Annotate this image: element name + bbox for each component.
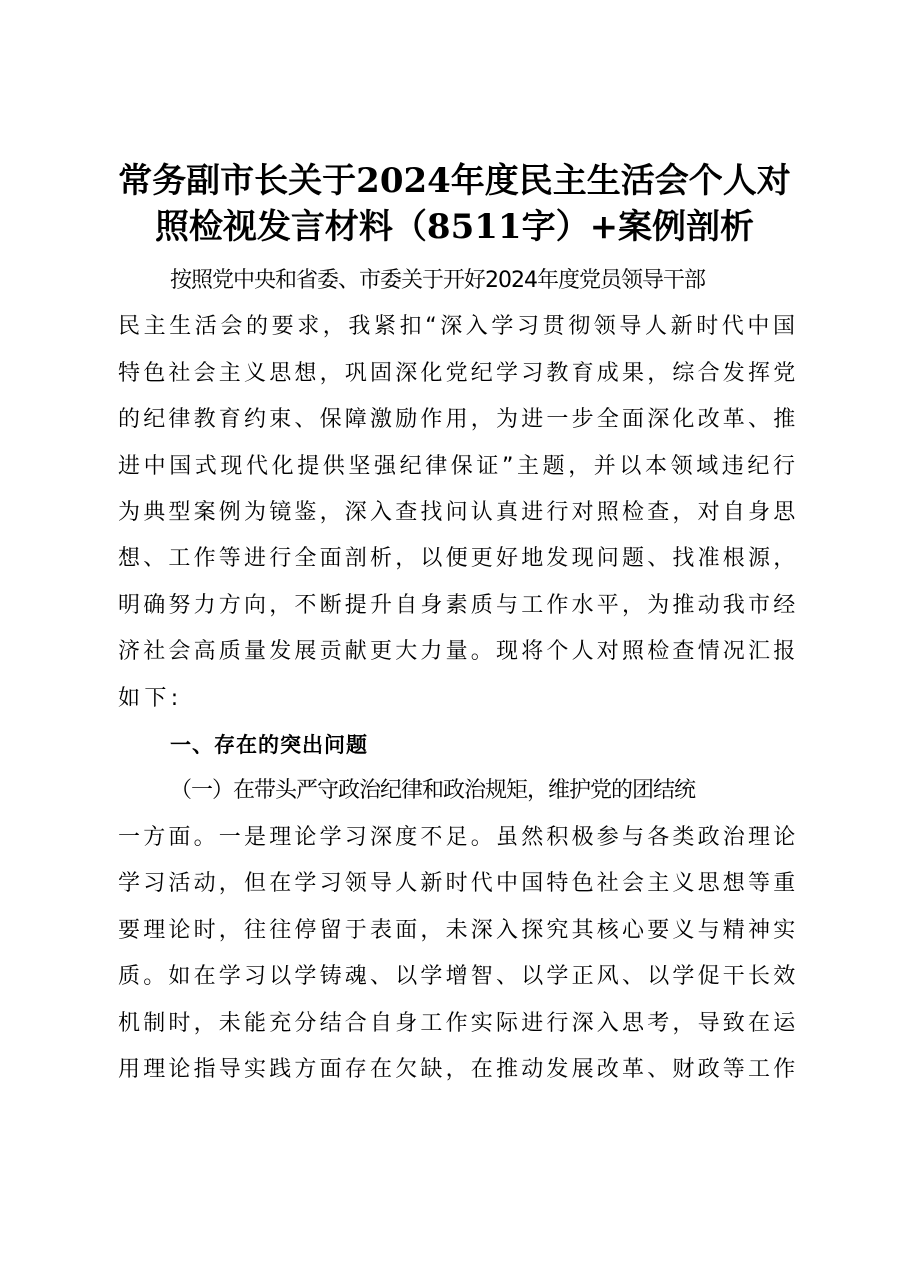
text-line: 为典型案例为镜鉴，深入查找问认真进行对照检查，对自身思 xyxy=(118,500,799,526)
text-line: 机制时，未能充分结合自身工作实际进行深入思考，导致在运 xyxy=(118,1010,799,1036)
text-line: 进中国式现代化提供坚强纪律保证”主题，并以本领域违纪行 xyxy=(118,453,799,479)
text-line: 特色社会主义思想，巩固深化党纪学习教育成果，综合发挥党 xyxy=(118,360,799,386)
title-line-2: 照检视发言材料（8511字）+案例剖析 xyxy=(154,207,755,247)
text-line: 按照党中央和省委、市委关于开好2024年度党员领导干部 xyxy=(170,268,705,293)
text-line: 明确努力方向，不断提升自身素质与工作水平，为推动我市经 xyxy=(118,592,799,618)
document-title xyxy=(100,158,809,250)
text-line: 学习活动，但在学习领导人新时代中国特色社会主义思想等重 xyxy=(118,871,799,897)
text-line: 的纪律教育约束、保障激励作用，为进一步全面深化改革、推 xyxy=(118,407,799,433)
text-line: 一方面。一是理论学习深度不足。虽然积极参与各类政治理论 xyxy=(118,824,799,850)
text-line: 想、工作等进行全面剖析，以便更好地发现问题、找准根源， xyxy=(118,546,799,572)
subsection-paragraph xyxy=(118,768,798,1093)
text-line: 济社会高质量发展贡献更大力量。现将个人对照检查情况汇报 xyxy=(118,639,799,665)
section-heading: 一、存在的突出问题 xyxy=(170,733,368,758)
intro-paragraph xyxy=(118,258,798,722)
text-line: 质。如在学习以学铸魂、以学增智、以学正风、以学促干长效 xyxy=(118,964,799,990)
text-line: 用理论指导实践方面存在欠缺，在推动发展改革、财政等工作 xyxy=(118,1056,799,1082)
text-line: 民主生活会的要求，我紧扣“深入学习贯彻领导人新时代中国 xyxy=(118,314,799,340)
text-line: 如下: xyxy=(118,685,183,711)
title-line-1: 常务副市长关于2024年度民主生活会个人对 xyxy=(118,161,791,201)
text-line: （一）在带头严守政治纪律和政治规矩，维护党的团结统 xyxy=(170,778,696,804)
document-body xyxy=(118,258,798,1093)
text-line: 要理论时，往往停留于表面，未深入探究其核心要义与精神实 xyxy=(118,917,799,943)
